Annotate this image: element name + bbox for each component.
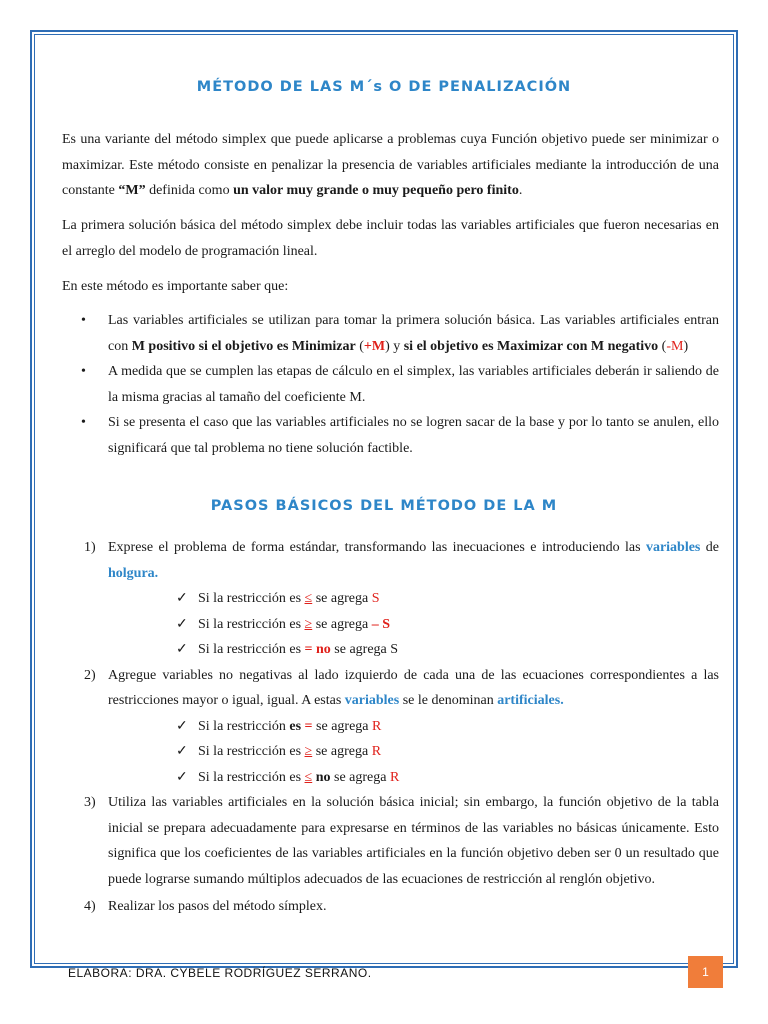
bullet-icon: • [81,415,86,430]
check-text: se agrega S [330,642,399,657]
check-text: Si la restricción [198,718,290,734]
highlight-text: holgura. [108,565,159,581]
highlight-text: variables [344,693,400,708]
check-text: Si la restricción es [198,591,305,606]
bullet-text: ) y [385,338,404,354]
step-number: 2) [84,667,96,683]
intro-text: Es una variante del método simplex que puede aplicarse a problemas cuya Función objetivo puede ser minimizar o maximizar. Este método consiste en penalizar la presencia de variables artificiales mediante la introducción de una constante [62,132,719,198]
check-bold: no [312,769,331,785]
check-text: Si la restricción es [198,642,305,657]
footer-author: ELABORA: DRA. CYBELE RODRÍGUEZ SERRANO. [68,966,372,980]
key-points-list [62,308,719,461]
symbol: ≤ [304,591,313,606]
bullet-text: ( [658,338,667,354]
checkmark-icon: ✓ [176,642,188,657]
checkmark-icon: ✓ [176,616,188,632]
highlight-text: artificiales. [497,693,564,708]
checkmark-icon: ✓ [176,744,188,759]
check-item [108,714,719,740]
check-text: Si la restricción es [198,769,305,785]
check-text: se agrega [312,616,372,632]
step-item [62,535,719,663]
symbol: = [301,718,313,734]
symbol: ≥ [304,616,313,632]
intro-paragraph-3: En este método es importante saber que: [62,279,289,294]
steps-list [62,535,719,920]
variable: – S [371,616,390,632]
check-item [108,586,719,612]
variable: R [371,744,382,759]
variable: S [371,591,380,606]
bullet-icon: • [81,313,86,328]
page-number: 1 [688,956,723,988]
step-text: de [700,540,719,555]
bullet-text: A medida que se cumplen las etapas de cálculo en el simplex, las variables artificiales deberán ir saliendo de la misma gracias al tamaño del coeficiente M. [108,364,719,405]
step-number: 1) [84,540,96,555]
intro-paragraph-2: La primera solución básica del método simplex debe incluir todas las variables artificiales que fueron necesarias en el arreglo del modelo de programación lineal. [62,218,719,259]
step-item [62,894,719,920]
bullet-bold: si el objetivo es Maximizar con M negativo [403,338,659,354]
check-item [108,765,719,791]
checkmark-icon: ✓ [176,718,188,734]
check-text: Si la restricción es [198,616,305,632]
bullet-icon: • [81,364,86,379]
intro-text: . [518,183,523,198]
check-text: se agrega [330,769,390,785]
check-item [108,739,719,765]
step-item [62,663,719,791]
check-bold: es [289,718,302,734]
step-text: Realizar los pasos del método símplex. [108,899,327,914]
symbol: ≤ [304,769,313,785]
symbol: = no [304,642,331,657]
check-item [108,637,719,663]
intro-bold: un valor muy grande o muy pequeño pero finito [233,183,519,198]
bullet-text: ) [683,338,689,354]
step-number: 3) [84,795,96,810]
check-list [108,586,719,663]
minus-m: -M [666,338,684,354]
variable: R [389,769,400,785]
checkmark-icon: ✓ [176,591,188,606]
list-item [62,359,719,410]
highlight-text: variables [645,540,701,555]
bullet-text: Si se presenta el caso que las variables artificiales no se logren sacar de la base y por lo tanto se anulen, ello significará que tal problema no tiene solución factible. [108,415,719,456]
step-text: Agregue variables no negativas al lado izquierdo de cada una de las ecuaciones correspondientes a las restricciones mayor o igual, igual. A estas [108,667,719,708]
bullet-bold: M positivo si el objetivo es Minimizar [131,338,356,354]
variable: R [372,718,382,734]
page-title: MÉTODO DE LAS M´s O DE PENALIZACIÓN [196,79,572,95]
bullet-text: Las variables artificiales se utilizan para tomar la primera solución básica. Las variables artificiales entran con [108,313,719,354]
constant-m: “M” [118,183,146,198]
section-title: PASOS BÁSICOS DEL MÉTODO DE LA M [210,498,558,514]
list-item [62,308,719,359]
step-text: Utiliza las variables artificiales en la solución básica inicial; sin embargo, la función objetivo de la tabla inicial se prepara adecuadamente para expresarse en términos de las variables no básicas únicamente. Esto significa que los coeficientes de las variables artificiales en la función objetivo deben ser 0 un resultado que puede lograrse sumando múltiplos adecuados de las ecuaciones de restricción al renglón objetivo. [108,795,719,887]
check-text: se agrega [312,591,372,606]
step-text: se le denominan [399,693,498,708]
intro-paragraph-1 [62,127,719,204]
check-item [108,612,719,638]
step-text: Exprese el problema de forma estándar, transformando las inecuaciones e introduciendo las [108,540,646,555]
step-number: 4) [84,899,96,914]
check-text: Si la restricción es [198,744,305,759]
check-list [108,714,719,791]
plus-m: +M [363,338,386,354]
checkmark-icon: ✓ [176,769,188,785]
bullet-text: ( [355,338,364,354]
list-item [62,410,719,461]
check-text: se agrega [312,718,372,734]
step-item [62,790,719,892]
symbol: ≥ [304,744,313,759]
intro-text: definida como [145,183,234,198]
check-text: se agrega [312,744,372,759]
